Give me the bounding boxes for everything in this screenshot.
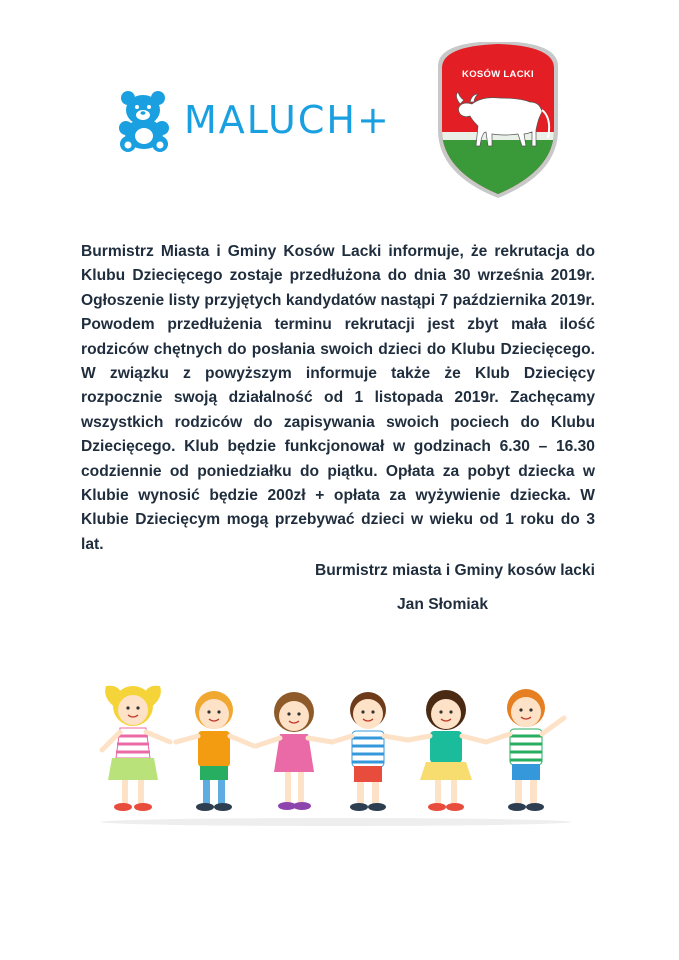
children-holding-hands-illustration: [86, 676, 586, 826]
child-figure: [486, 689, 564, 811]
kosow-lacki-crest: [430, 42, 566, 198]
signature-title: Burmistrz miasta i Gminy kosów lacki: [315, 562, 595, 579]
child-figure: [102, 686, 170, 811]
child-figure: [408, 690, 486, 811]
announcement-body: Burmistrz Miasta i Gminy Kosów Lacki informuje, że rekrutacja do Klubu Dziecięcego zostaje przedłużona do dnia 30 września 2019r. Ogłoszenie listy przyjętych kandydatów nastąpi 7 października 2019r. Powodem przedłużenia terminu rekrutacji jest zbyt mała ilość rodziców chętnych do posłania swoich dzieci do Klubu Dziecięcego. W związku z powyższym informuje także że Klub Dziecięcy rozpocznie swoją działalność od 1 listopada 2019r. Zachęcamy wszystkich rodziców do zapisywania swoich pociech do Klubu Dziecięcego. Klub będzie funkcjonował w godzinach 6.30 – 16.30 codziennie od poniedziałku do piątku. Opłata za pobyt dziecka w Klubie wynosić będzie 200zł + opłata za wyżywienie dziecka. W Klubie Dziecięcym mogą przebywać dzieci w wieku od 1 roku do 3 lat.: [81, 243, 595, 553]
child-figure: [256, 692, 332, 810]
child-figure: [176, 691, 254, 811]
maluch-plus-logo: [114, 90, 404, 152]
child-figure: [332, 692, 408, 811]
maluch-logo-text: MALUCH+: [184, 98, 391, 142]
teddy-bear-icon: [114, 90, 178, 152]
crest-shield-icon: [430, 42, 566, 198]
signature-name: Jan Słomiak: [397, 596, 489, 613]
crest-label: KOSÓW LACKI: [462, 69, 534, 80]
